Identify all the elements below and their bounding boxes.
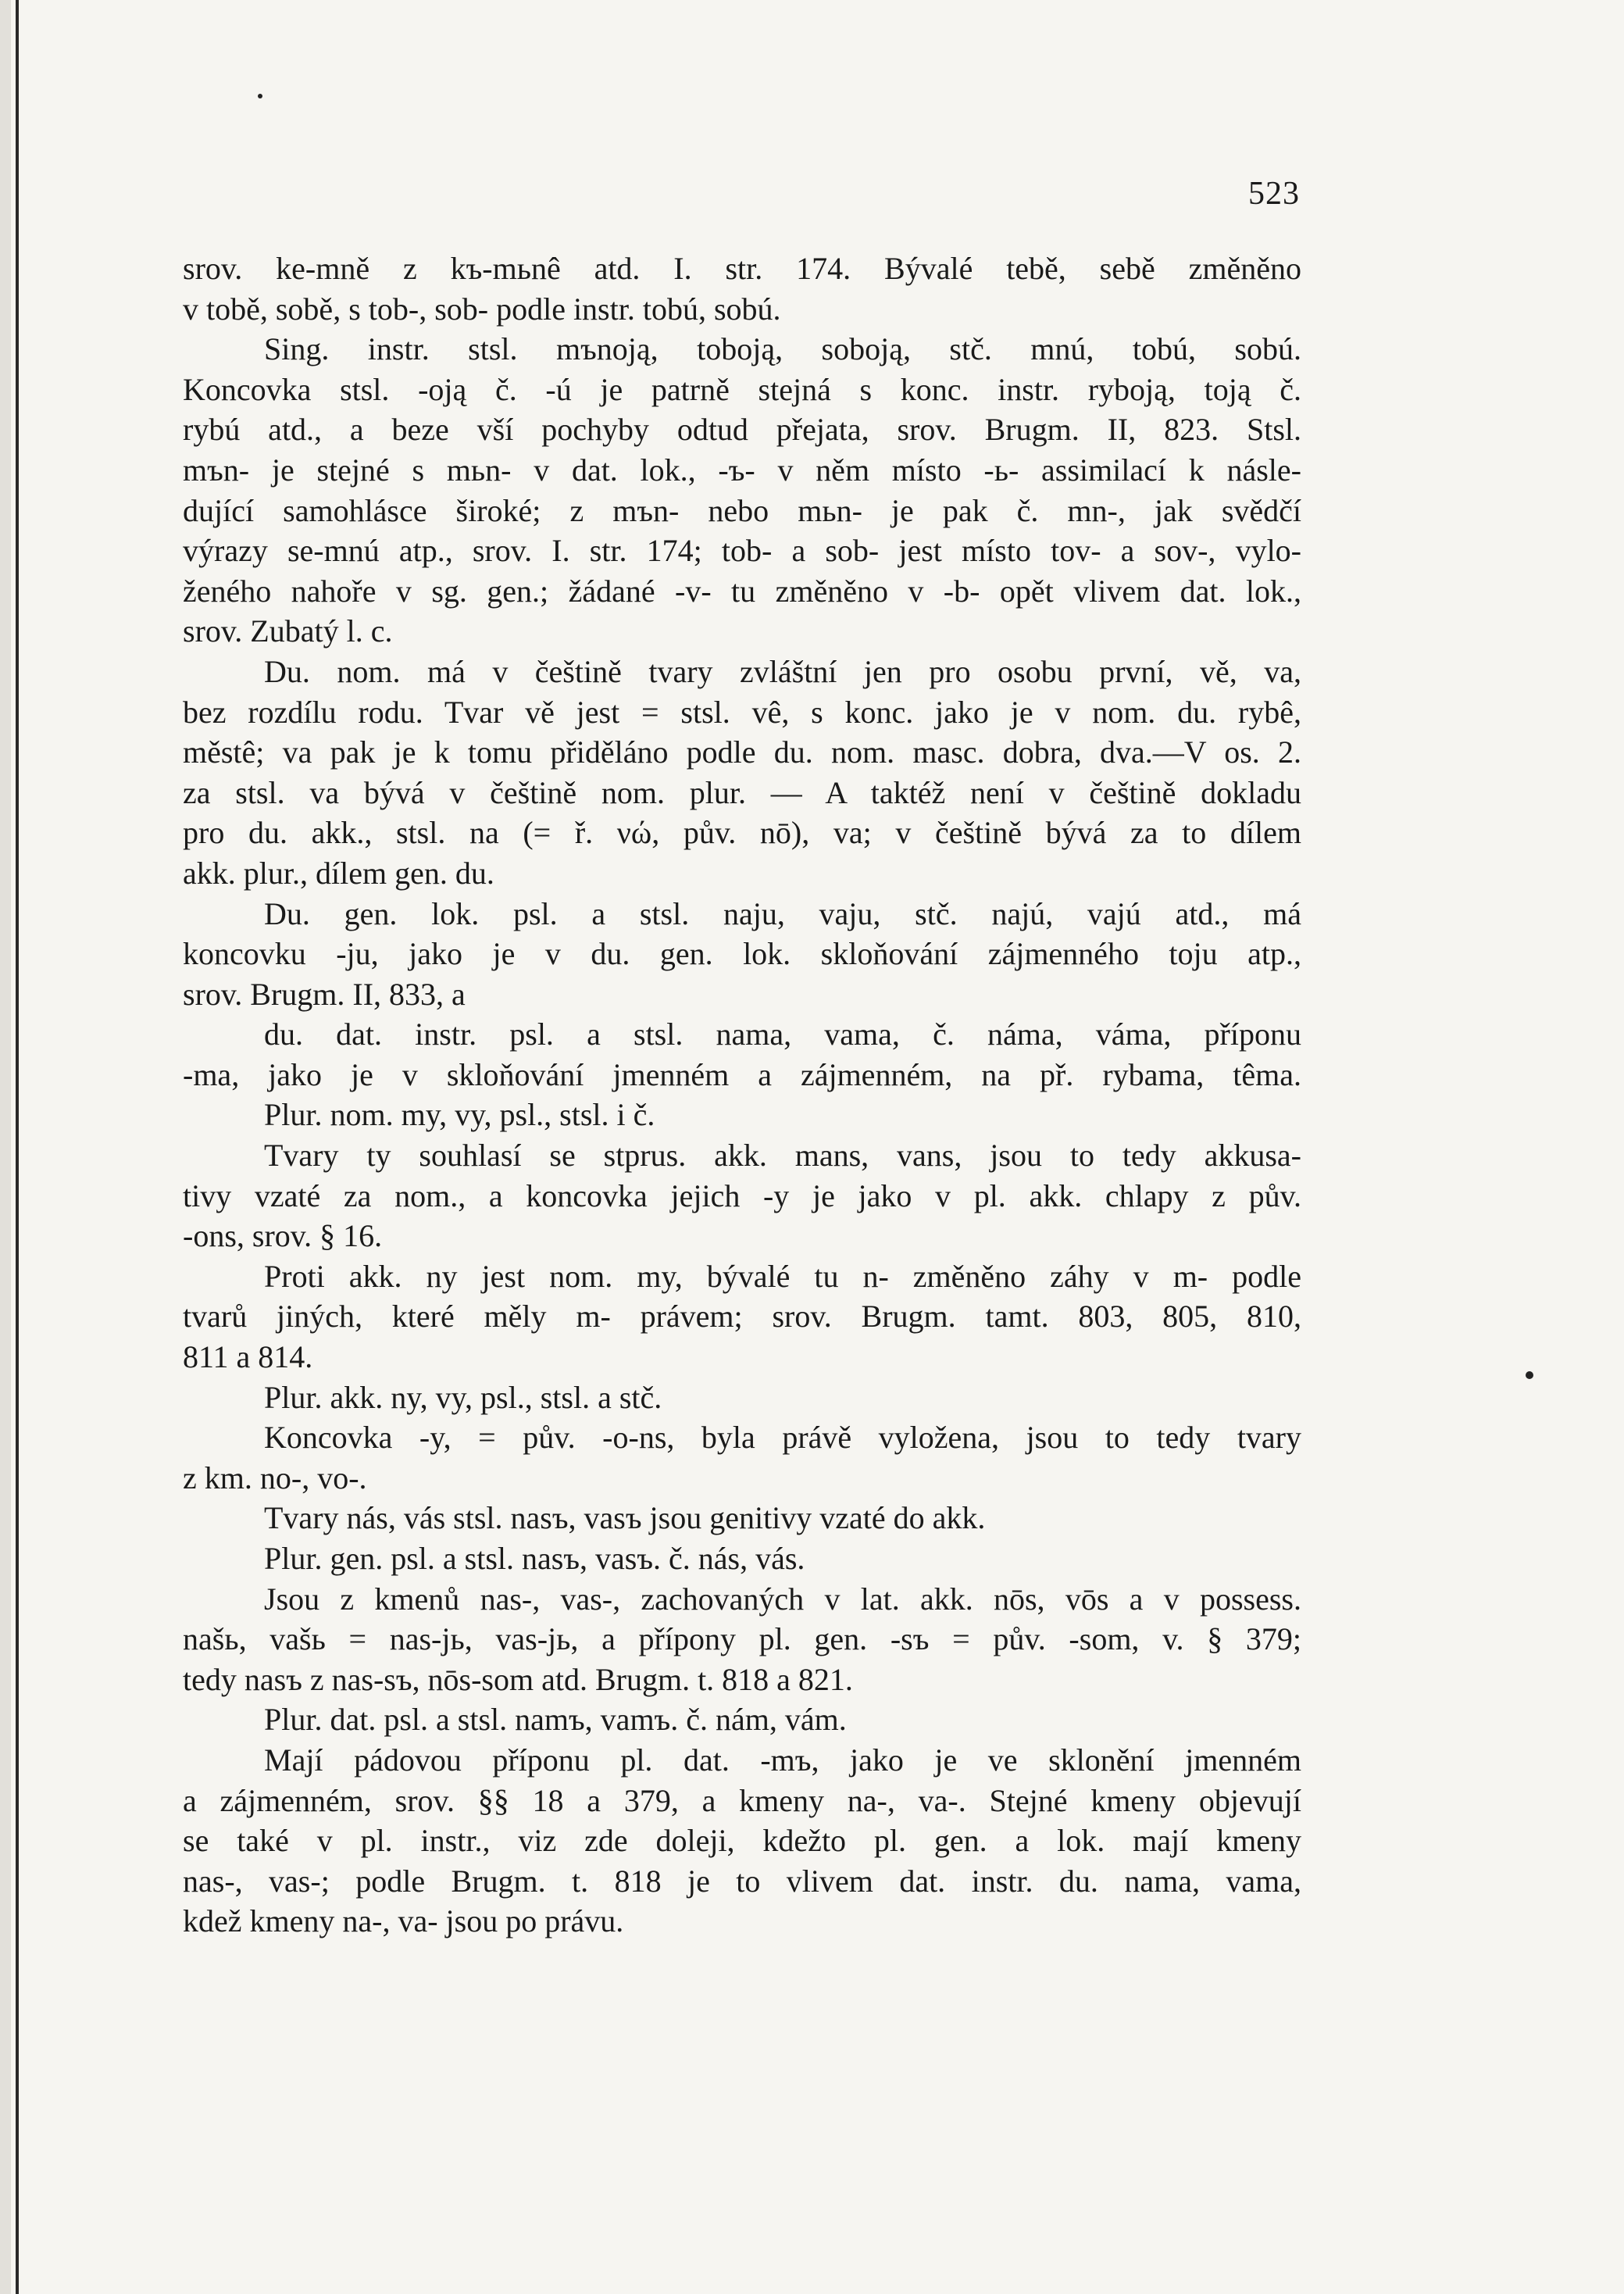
text-line: srov. Zubatý l. c. — [183, 613, 393, 649]
dust-speck — [1526, 1371, 1533, 1379]
text-line: z km. no-, vo-. — [183, 1460, 367, 1495]
text-line: -ons, srov. § 16. — [183, 1218, 383, 1254]
text-line: koncovku -ju, jako je v du. gen. lok. skloňování zájmenného toju atp., — [183, 936, 1301, 972]
text-line: Tvary ty souhlasí se stprus. akk. mans, vans, jsou to tedy akkusa- — [264, 1138, 1301, 1174]
text-line: akk. plur., dílem gen. du. — [183, 855, 494, 891]
text-line: Koncovka stsl. -oją č. -ú je patrně stejná s konc. instr. ryboją, toją č. — [183, 371, 1301, 407]
text-line: rybú atd., a beze vší pochyby odtud přejata, srov. Brugm. II, 823. Stsl. — [183, 412, 1301, 448]
text-line: tedy nasъ z nas-sъ, nōs-som atd. Brugm. t. 818 a 821. — [183, 1661, 853, 1697]
binding-shadow — [0, 0, 11, 2294]
text-line: tivy vzaté za nom., a koncovka jejich -y je jako v pl. akk. chlapy z pův. — [183, 1177, 1301, 1213]
text-line: Plur. dat. psl. a stsl. namъ, vamъ. č. nám, vám. — [264, 1702, 847, 1738]
text-line: a zájmenném, srov. §§ 18 a 379, a kmeny na-, va-. Stejné kmeny objevují — [183, 1782, 1301, 1818]
text-line: výrazy se-mnú atp., srov. I. str. 174; tob- a sob- jest místo tov- a sov-, vylo- — [183, 533, 1301, 569]
text-line: du. dat. instr. psl. a stsl. nama, vama, č. náma, váma, příponu — [264, 1017, 1301, 1052]
text-line: -ma, jako je v skloňování jmenném a zájmenném, na př. rybama, têma. — [183, 1056, 1301, 1092]
dust-speck — [258, 94, 262, 98]
text-line: Mají pádovou příponu pl. dat. -mъ, jako je ve sklonění jmenném — [264, 1742, 1301, 1778]
text-line: Proti akk. ny jest nom. my, bývalé tu n- změněno záhy v m- podle — [264, 1258, 1301, 1294]
text-line: bez rozdílu rodu. Tvar vě jest = stsl. vê, s konc. jako je v nom. du. rybê, — [183, 694, 1301, 730]
text-line: Sing. instr. stsl. mъnoją, toboją, soboją, stč. mnú, tobú, sobú. — [264, 331, 1301, 367]
text-line: našь, vašь = nas-jь, vas-jь, a přípony pl. gen. -sъ = pův. -som, v. § 379; — [183, 1621, 1301, 1657]
text-line: Koncovka -y, = pův. -o-ns, byla právě vyložena, jsou to tedy tvary — [264, 1420, 1301, 1456]
text-line: nas-, vas-; podle Brugm. t. 818 je to vlivem dat. instr. du. nama, vama, — [183, 1863, 1301, 1899]
text-line: městê; va pak je k tomu přiděláno podle du. nom. masc. dobra, dva.—V os. 2. — [183, 734, 1301, 770]
text-line: Plur. gen. psl. a stsl. nasъ, vasъ. č. nás, vás. — [264, 1541, 805, 1576]
text-line: Du. gen. lok. psl. a stsl. naju, vaju, stč. najú, vajú atd., má — [264, 895, 1301, 931]
text-line: kdež kmeny na-, va- jsou po právu. — [183, 1903, 624, 1939]
text-line: mъn- je stejné s mьn- v dat. lok., -ъ- v něm místo -ь- assimilací k násle- — [183, 452, 1301, 488]
text-line: 811 a 814. — [183, 1339, 313, 1375]
text-line: tvarů jiných, které měly m- právem; srov. Brugm. tamt. 803, 805, 810, — [183, 1299, 1301, 1335]
binding-edge — [16, 0, 19, 2294]
text-line: Tvary nás, vás stsl. nasъ, vasъ jsou genitivy vzaté do akk. — [264, 1500, 986, 1536]
text-line: dující samohlásce široké; z mъn- nebo mьn- je pak č. mn-, jak svědčí — [183, 492, 1301, 528]
text-line: pro du. akk., stsl. na (= ř. νώ, pův. nō), va; v češtině bývá za to dílem — [183, 815, 1301, 851]
text-line: ženého nahoře v sg. gen.; žádané -v- tu změněno v -b- opět vlivem dat. lok., — [183, 573, 1301, 609]
text-line: za stsl. va bývá v češtině nom. plur. — A taktéž není v češtině dokladu — [183, 774, 1301, 810]
text-line: Du. nom. má v češtině tvary zvláštní jen pro osobu první, vě, va, — [264, 653, 1301, 689]
page-number: 523 — [1248, 176, 1300, 212]
text-line: Plur. nom. my, vy, psl., stsl. i č. — [264, 1097, 655, 1133]
text-line: Plur. akk. ny, vy, psl., stsl. a stč. — [264, 1379, 662, 1415]
text-line: srov. ke-mně z kъ-mьnê atd. I. str. 174. Bývalé tebě, sebě změněno — [183, 251, 1301, 286]
text-line: srov. Brugm. II, 833, a — [183, 976, 466, 1012]
text-line: se také v pl. instr., viz zde doleji, kdežto pl. gen. a lok. mají kmeny — [183, 1823, 1301, 1859]
text-line: Jsou z kmenů nas-, vas-, zachovaných v lat. akk. nōs, vōs a v possess. — [264, 1581, 1301, 1617]
body-text — [183, 248, 1301, 1942]
text-line: v tobě, sobě, s tob-, sob- podle instr. tobú, sobú. — [183, 291, 781, 327]
